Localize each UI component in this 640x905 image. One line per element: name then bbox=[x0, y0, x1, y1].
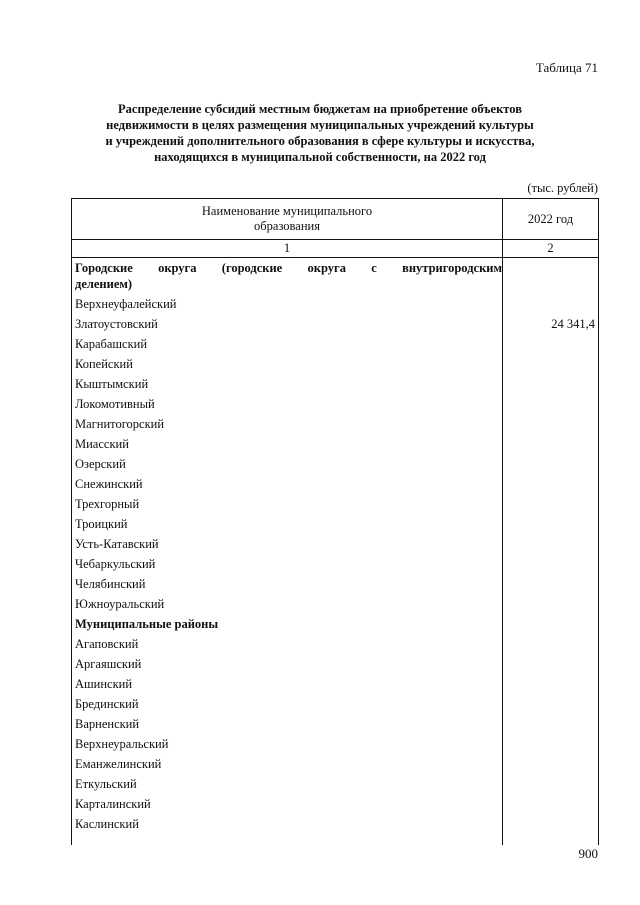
column-number-row bbox=[72, 240, 598, 258]
subsidy-value bbox=[503, 334, 598, 354]
title-line: и учреждений дополнительного образования в сфере культуры и искусства, bbox=[105, 134, 535, 148]
municipality-name: Южноуральский bbox=[72, 594, 503, 614]
municipality-name: Копейский bbox=[72, 354, 503, 374]
units-label: (тыс. рублей) bbox=[527, 181, 598, 195]
column-number-2: 2 bbox=[547, 241, 554, 255]
table-row bbox=[72, 694, 598, 714]
subsidy-value bbox=[503, 574, 598, 594]
municipality-name: Варненский bbox=[72, 714, 503, 734]
municipality-name: Троицкий bbox=[72, 514, 503, 534]
table-row bbox=[72, 814, 598, 834]
title-line: находящихся в муниципальной собственности, на 2022 год bbox=[154, 150, 486, 164]
document-title bbox=[60, 101, 580, 165]
table-row bbox=[72, 654, 598, 674]
subsidy-value bbox=[503, 454, 598, 474]
municipality-name: Агаповский bbox=[72, 634, 503, 654]
table-header-row bbox=[72, 199, 598, 240]
subsidy-value bbox=[503, 554, 598, 574]
subsidy-value bbox=[503, 694, 598, 714]
header-municipality bbox=[72, 199, 503, 239]
table-label: Таблица 71 bbox=[535, 60, 598, 75]
table-row bbox=[72, 774, 598, 794]
header-year: 2022 год bbox=[527, 211, 574, 226]
table-body bbox=[72, 258, 598, 845]
table-row bbox=[72, 374, 598, 394]
subsidy-value bbox=[503, 814, 598, 834]
municipality-name: Кыштымский bbox=[72, 374, 503, 394]
subsidy-value: 24 341,4 bbox=[551, 317, 595, 331]
municipality-name: Карабашский bbox=[72, 334, 503, 354]
municipality-name: Магнитогорский bbox=[72, 414, 503, 434]
municipality-name: Локомотивный bbox=[72, 394, 503, 414]
municipality-name: Еткульский bbox=[72, 774, 503, 794]
table-row bbox=[72, 454, 598, 474]
table-row bbox=[72, 594, 598, 614]
table-row bbox=[72, 354, 598, 374]
table-row bbox=[72, 714, 598, 734]
table-row bbox=[72, 394, 598, 414]
subsidy-value bbox=[503, 534, 598, 554]
table-row bbox=[72, 474, 598, 494]
subsidy-value bbox=[503, 434, 598, 454]
table-row bbox=[72, 554, 598, 574]
subsidy-value bbox=[503, 654, 598, 674]
municipality-name: Златоустовский bbox=[72, 314, 503, 334]
municipality-name: Снежинский bbox=[72, 474, 503, 494]
subsidy-value bbox=[503, 294, 598, 314]
table-continuation bbox=[72, 834, 598, 845]
subsidy-value bbox=[503, 734, 598, 754]
municipality-name: Озерский bbox=[72, 454, 503, 474]
municipality-name: Каслинский bbox=[72, 814, 503, 834]
title-line: недвижимости в целях размещения муниципальных учреждений культуры bbox=[106, 118, 534, 132]
municipality-name: Карталинский bbox=[72, 794, 503, 814]
subsidy-value bbox=[503, 494, 598, 514]
table-row bbox=[72, 314, 598, 334]
municipal-districts-list bbox=[72, 634, 598, 834]
urban-districts-list bbox=[72, 294, 598, 614]
title-line: Распределение субсидий местным бюджетам на приобретение объектов bbox=[118, 102, 522, 116]
header-municipality-line: образования bbox=[254, 219, 320, 233]
municipality-name: Миасский bbox=[72, 434, 503, 454]
municipality-name: Верхнеуфалейский bbox=[72, 294, 503, 314]
group-label: делением) bbox=[75, 277, 133, 291]
group-header-municipal-districts bbox=[72, 614, 598, 634]
group-label: Городские округа (городские округа с внутригородским bbox=[75, 261, 502, 275]
municipality-name: Брединский bbox=[72, 694, 503, 714]
subsidy-value bbox=[503, 394, 598, 414]
municipality-name: Трехгорный bbox=[72, 494, 503, 514]
subsidy-value bbox=[503, 414, 598, 434]
header-municipality-line: Наименование муниципального bbox=[201, 204, 373, 218]
subsidy-value bbox=[503, 594, 598, 614]
subsidy-value bbox=[503, 774, 598, 794]
subsidy-value bbox=[503, 374, 598, 394]
table-row bbox=[72, 754, 598, 774]
subsidy-value bbox=[503, 634, 598, 654]
group-label: Муниципальные районы bbox=[72, 614, 503, 634]
subsidy-value bbox=[503, 354, 598, 374]
table-row bbox=[72, 574, 598, 594]
group-header-urban-districts bbox=[72, 258, 598, 294]
table-row bbox=[72, 514, 598, 534]
subsidy-value bbox=[503, 474, 598, 494]
table-row bbox=[72, 634, 598, 654]
table-row bbox=[72, 294, 598, 314]
subsidy-value bbox=[503, 754, 598, 774]
page-number: 900 bbox=[578, 846, 598, 861]
table-row bbox=[72, 674, 598, 694]
municipality-name: Аргаяшский bbox=[72, 654, 503, 674]
subsidy-table bbox=[71, 198, 599, 845]
table-row bbox=[72, 414, 598, 434]
table-row bbox=[72, 494, 598, 514]
municipality-name: Ашинский bbox=[72, 674, 503, 694]
table-row bbox=[72, 334, 598, 354]
municipality-name: Чебаркульский bbox=[72, 554, 503, 574]
municipality-name: Еманжелинский bbox=[72, 754, 503, 774]
municipality-name: Усть-Катавский bbox=[72, 534, 503, 554]
municipality-name: Челябинский bbox=[72, 574, 503, 594]
subsidy-value bbox=[503, 674, 598, 694]
table-row bbox=[72, 434, 598, 454]
table-row bbox=[72, 534, 598, 554]
subsidy-value bbox=[503, 514, 598, 534]
municipality-name: Верхнеуральский bbox=[72, 734, 503, 754]
table-row bbox=[72, 794, 598, 814]
subsidy-value bbox=[503, 714, 598, 734]
subsidy-value bbox=[503, 794, 598, 814]
table-row bbox=[72, 734, 598, 754]
column-number-1: 1 bbox=[72, 240, 503, 257]
